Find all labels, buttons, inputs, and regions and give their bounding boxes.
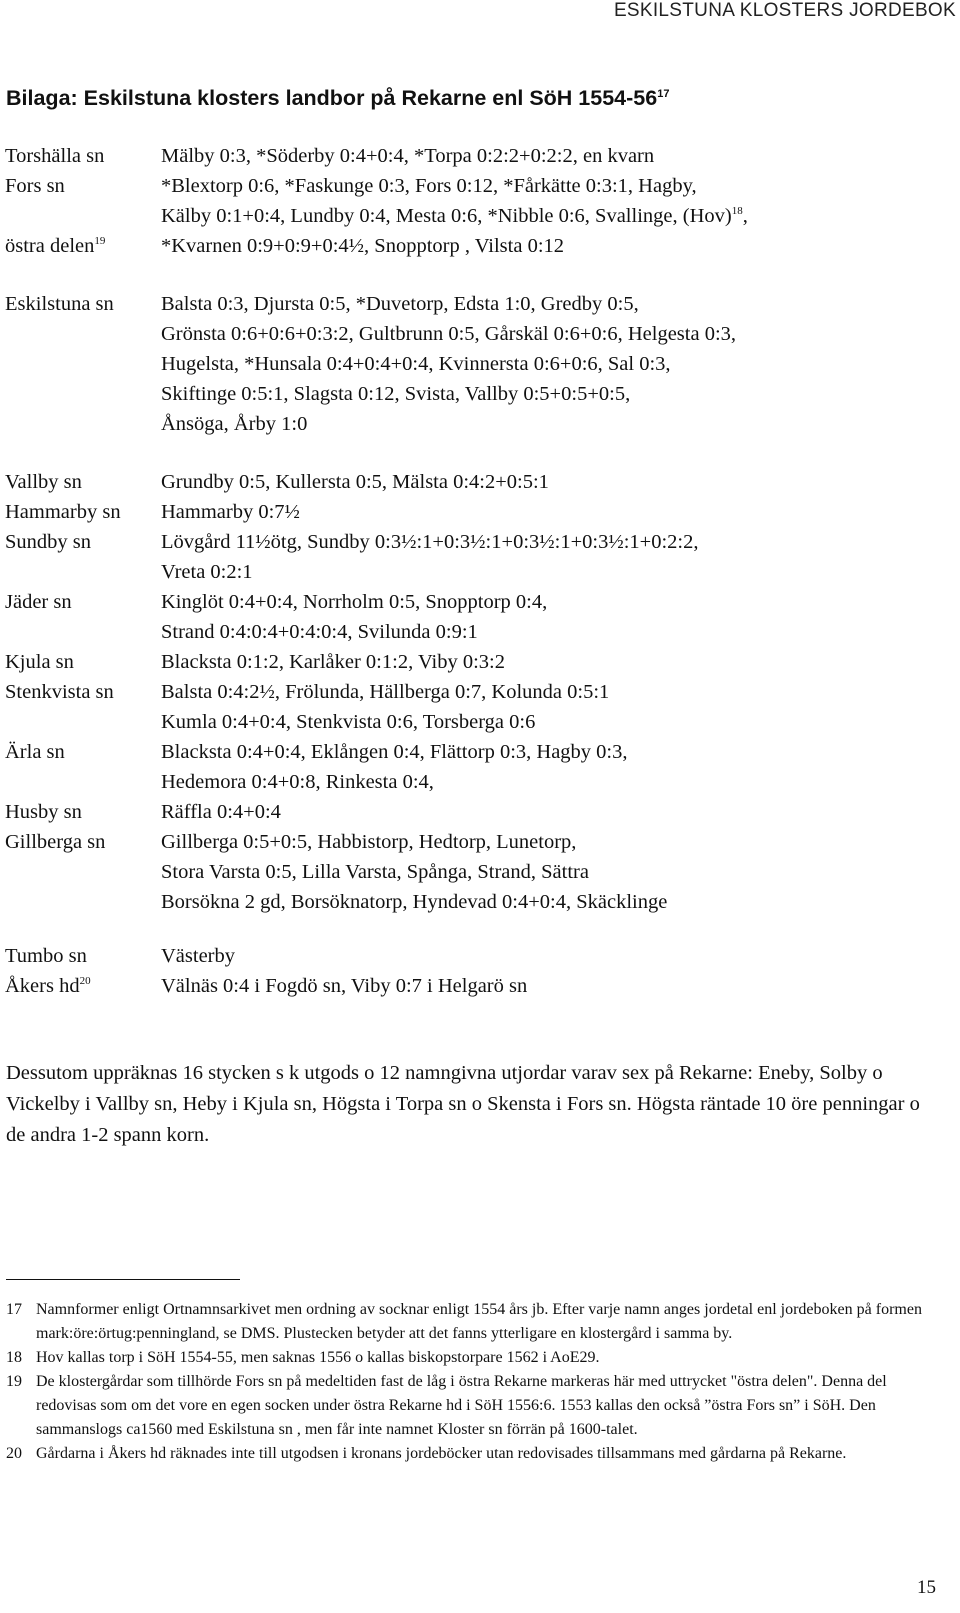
farm-list bbox=[161, 861, 589, 884]
farm-list bbox=[161, 323, 736, 346]
parish-entry-row bbox=[0, 891, 960, 921]
farm-list-suffix: , bbox=[742, 205, 748, 227]
farm-list-text: Stora Varsta 0:5, Lilla Varsta, Spånga, Strand, Sättra bbox=[161, 861, 589, 883]
footnote-20 bbox=[6, 1442, 951, 1466]
footnote-ref: 20 bbox=[79, 975, 91, 988]
parish-name-text: Jäder sn bbox=[5, 591, 72, 613]
parish-entry-row bbox=[0, 651, 960, 681]
farm-list bbox=[161, 681, 609, 704]
farm-list bbox=[161, 205, 748, 228]
farm-list-text: Gillberga 0:5+0:5, Habbistorp, Hedtorp, Lunetorp, bbox=[161, 831, 577, 853]
farm-list-text: Balsta 0:4:2½, Frölunda, Hällberga 0:7, Kolunda 0:5:1 bbox=[161, 681, 610, 703]
farm-list-text: Kinglöt 0:4+0:4, Norrholm 0:5, Snopptorp 0:4, bbox=[161, 591, 548, 613]
parish-name bbox=[5, 591, 72, 614]
farm-list-text: Lövgård 11½ötg, Sundby 0:3½:1+0:3½:1+0:3½:1+0:3½:1+0:2:2, bbox=[161, 531, 699, 553]
parish-name bbox=[5, 175, 65, 198]
parish-entry-row bbox=[0, 861, 960, 891]
parish-name bbox=[5, 145, 104, 168]
page-number: 15 bbox=[917, 1577, 936, 1598]
parish-name bbox=[5, 945, 87, 968]
farm-list-text: Strand 0:4:0:4+0:4:0:4, Svilunda 0:9:1 bbox=[161, 621, 478, 643]
parish-name-text: Gillberga sn bbox=[5, 831, 106, 853]
farm-list bbox=[161, 353, 671, 376]
parish-name bbox=[5, 531, 91, 554]
footnote-ref: 19 bbox=[94, 235, 106, 248]
parish-entry-row bbox=[0, 945, 960, 975]
parish-entry-row bbox=[0, 293, 960, 323]
farm-list bbox=[161, 741, 628, 764]
farm-list-text: Blacksta 0:4+0:4, Eklången 0:4, Flättorp 0:3, Hagby 0:3, bbox=[161, 741, 628, 763]
farm-list bbox=[161, 383, 630, 406]
farm-list-text: Hammarby 0:7½ bbox=[161, 501, 300, 523]
parish-name bbox=[5, 235, 105, 258]
farm-list bbox=[161, 145, 654, 168]
parish-entry-row bbox=[0, 205, 960, 235]
parish-entry-row bbox=[0, 621, 960, 651]
closing-paragraph-text: Dessutom uppräknas 16 stycken s k utgods o 12 namngivna utjordar varav sex på Rekarne: Eneby, Solby o Vickelby i Vallby sn, Heby i Kjula sn, Högsta i Torpa sn o Skensta i Fors sn. Högsta räntade 10 öre penningar o de andra 1-2 spann korn. bbox=[6, 1062, 920, 1146]
farm-list bbox=[161, 621, 478, 644]
parish-name bbox=[5, 681, 114, 704]
parish-entry-row bbox=[0, 531, 960, 561]
farm-list bbox=[161, 501, 300, 524]
footnote-number: 20 bbox=[6, 1445, 22, 1462]
footnote-text: Hov kallas torp i SöH 1554-55, men saknas 1556 o kallas biskopstorpare 1562 i AoE29. bbox=[36, 1349, 600, 1366]
footnote-19 bbox=[6, 1370, 951, 1442]
parish-name-text: Åkers hd bbox=[5, 975, 80, 997]
parish-entry-row bbox=[0, 561, 960, 591]
running-header: ESKILSTUNA KLOSTERS JORDEBOK bbox=[613, 0, 956, 21]
parish-name bbox=[5, 651, 74, 674]
parish-entry-row bbox=[0, 711, 960, 741]
farm-list-text: Västerby bbox=[161, 945, 236, 967]
farm-list-text: Borsökna 2 gd, Borsöknatorp, Hyndevad 0:4+0:4, Skäcklinge bbox=[161, 891, 668, 913]
farm-list-text: Hugelsta, *Hunsala 0:4+0:4+0:4, Kvinnersta 0:6+0:6, Sal 0:3, bbox=[161, 353, 671, 375]
farm-list bbox=[161, 891, 667, 914]
parish-name-text: Eskilstuna sn bbox=[5, 293, 114, 315]
farm-list-text: Kälby 0:1+0:4, Lundby 0:4, Mesta 0:6, *Nibble 0:6, Svallinge, (Hov) bbox=[161, 205, 732, 227]
farm-list bbox=[161, 801, 281, 824]
footnote-text: Gårdarna i Åkers hd räknades inte till utgodsen i kronans jordeböcker utan redovisades tillsammans med gårdarna på Rekarne. bbox=[36, 1445, 847, 1462]
parish-entry-row bbox=[0, 771, 960, 801]
farm-list bbox=[161, 561, 253, 584]
footnote-ref: 18 bbox=[731, 205, 743, 218]
parish-name bbox=[5, 293, 114, 316]
footnote-number: 19 bbox=[6, 1373, 22, 1390]
farm-list bbox=[161, 771, 434, 794]
parish-entry-row bbox=[0, 413, 960, 443]
farm-list-text: Blacksta 0:1:2, Karlåker 0:1:2, Viby 0:3:2 bbox=[161, 651, 505, 673]
farm-list-text: Kumla 0:4+0:4, Stenkvista 0:6, Torsberga 0:6 bbox=[161, 711, 536, 733]
farm-list-text: *Kvarnen 0:9+0:9+0:4½, Snopptorp , Vilsta 0:12 bbox=[161, 235, 565, 257]
parish-name-text: Ärla sn bbox=[5, 741, 65, 763]
parish-entry-row bbox=[0, 175, 960, 205]
farm-list bbox=[161, 471, 549, 494]
farm-list-text: *Blextorp 0:6, *Faskunge 0:3, Fors 0:12, *Fårkätte 0:3:1, Hagby, bbox=[161, 175, 697, 197]
closing-paragraph bbox=[6, 1058, 926, 1151]
parish-name-text: Fors sn bbox=[5, 175, 65, 197]
footnote-ref-17: 17 bbox=[657, 87, 670, 100]
farm-list bbox=[161, 293, 639, 316]
farm-list bbox=[161, 711, 535, 734]
parish-name bbox=[5, 831, 105, 854]
farm-list-text: Balsta 0:3, Djursta 0:5, *Duvetorp, Edsta 1:0, Gredby 0:5, bbox=[161, 293, 639, 315]
parish-entry-row bbox=[0, 501, 960, 531]
parish-entry-row bbox=[0, 681, 960, 711]
parish-name bbox=[5, 741, 65, 764]
parish-entry-row bbox=[0, 591, 960, 621]
parish-name bbox=[5, 975, 91, 998]
parish-entry-row bbox=[0, 975, 960, 1005]
parish-entry-row bbox=[0, 471, 960, 501]
footnote-number: 17 bbox=[6, 1301, 22, 1318]
farm-list-text: Ånsöga, Årby 1:0 bbox=[161, 413, 308, 435]
parish-entry-row bbox=[0, 145, 960, 175]
parish-entry-row bbox=[0, 831, 960, 861]
farm-list bbox=[161, 531, 698, 554]
parish-name bbox=[5, 471, 82, 494]
farm-list-text: Vreta 0:2:1 bbox=[161, 561, 253, 583]
parish-entry-row bbox=[0, 801, 960, 831]
parish-name-text: Stenkvista sn bbox=[5, 681, 114, 703]
parish-entry-row bbox=[0, 741, 960, 771]
parish-entry-row bbox=[0, 323, 960, 353]
parish-name-text: Hammarby sn bbox=[5, 501, 121, 523]
farm-list bbox=[161, 235, 564, 258]
footnote-text: De klostergårdar som tillhörde Fors sn på medeltiden fast de låg i östra Rekarne markeras här med uttrycket "östra delen". Denna del redovisas som om det vore en egen socken under östra Rekarne hd i SöH 1556:6. 1553 kallas den också ”östra Fors sn” i SöH. Den sammanslogs ca1560 med Eskilstuna sn , men får inte namnet Kloster sn förrän på 1600-talet. bbox=[36, 1373, 887, 1438]
parish-name bbox=[5, 801, 82, 824]
parish-name-text: Vallby sn bbox=[5, 471, 82, 493]
parish-entry-row bbox=[0, 353, 960, 383]
page-title-text: Bilaga: Eskilstuna klosters landbor på Rekarne enl SöH 1554-56 bbox=[6, 86, 658, 110]
farm-list bbox=[161, 175, 697, 198]
footnote-17 bbox=[6, 1298, 951, 1346]
farm-list bbox=[161, 975, 527, 998]
farm-list-text: Grundby 0:5, Kullersta 0:5, Mälsta 0:4:2+0:5:1 bbox=[161, 471, 549, 493]
parish-name-text: Kjula sn bbox=[5, 651, 74, 673]
parish-name-text: östra delen bbox=[5, 235, 95, 257]
farm-list-text: Skiftinge 0:5:1, Slagsta 0:12, Svista, Vallby 0:5+0:5+0:5, bbox=[161, 383, 631, 405]
farm-list bbox=[161, 413, 307, 436]
farm-list bbox=[161, 831, 576, 854]
farm-list-text: Välnäs 0:4 i Fogdö sn, Viby 0:7 i Helgarö sn bbox=[161, 975, 528, 997]
farm-list bbox=[161, 651, 505, 674]
footnote-number: 18 bbox=[6, 1349, 22, 1366]
footnote-18 bbox=[6, 1346, 951, 1370]
parish-name-text: Husby sn bbox=[5, 801, 82, 823]
parish-entry-row bbox=[0, 383, 960, 413]
parish-name-text: Sundby sn bbox=[5, 531, 92, 553]
parish-name-text: Torshälla sn bbox=[5, 145, 105, 167]
parish-entry-row bbox=[0, 235, 960, 265]
footnotes bbox=[6, 1298, 951, 1466]
parish-name-text: Tumbo sn bbox=[5, 945, 87, 967]
footnote-text: Namnformer enligt Ortnamnsarkivet men ordning av socknar enligt 1554 års jb. Efter varje namn anges jordetal enl jordeboken på formen mark:öre:örtug:penningland, se DMS. Plustecken betyder att det fanns ytterligare en klostergård i samma by. bbox=[36, 1301, 922, 1342]
farm-list-text: Hedemora 0:4+0:8, Rinkesta 0:4, bbox=[161, 771, 434, 793]
footnote-divider bbox=[6, 1279, 240, 1280]
farm-list-text: Räffla 0:4+0:4 bbox=[161, 801, 281, 823]
farm-list bbox=[161, 945, 235, 968]
farm-list bbox=[161, 591, 547, 614]
parish-name bbox=[5, 501, 121, 524]
farm-list-text: Grönsta 0:6+0:6+0:3:2, Gultbrunn 0:5, Gårskäl 0:6+0:6, Helgesta 0:3, bbox=[161, 323, 737, 345]
farm-list-text: Mälby 0:3, *Söderby 0:4+0:4, *Torpa 0:2:2+0:2:2, en kvarn bbox=[161, 145, 655, 167]
